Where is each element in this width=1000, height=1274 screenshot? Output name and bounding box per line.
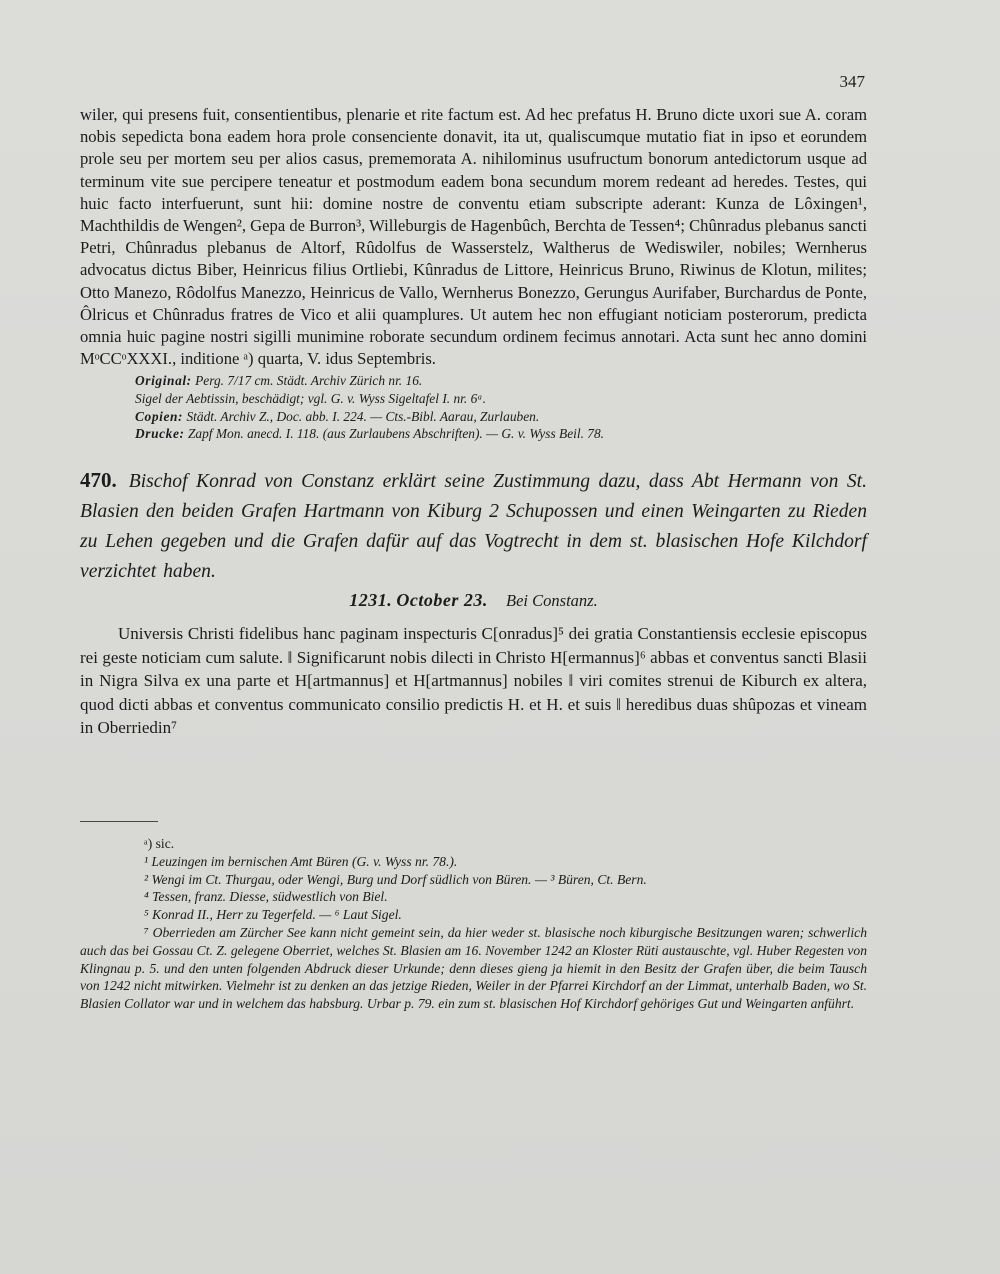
rubric-text: Bischof Konrad von Constanz erklärt seine Zustimmung dazu, dass Abt Hermann von St. Blasien den beiden Grafen Hartmann von Kiburg 2 Schupossen und einen Weingarten zu Rieden zu Lehen gegeben und die Grafen dafür auf das Vogtrecht in dem st. blasischen Hofe Kilchdorf verzichtet haben. [80, 470, 867, 582]
source-note-copies: Copien: Städt. Archiv Z., Doc. abb. I. 224. — Cts.-Bibl. Aarau, Zurlauben. [135, 408, 540, 424]
source-notes [135, 372, 867, 442]
charter-text: Universis Christi fidelibus hanc paginam inspecturis C[onradus]⁵ dei gratia Constantiensis ecclesie episcopus rei geste noticiam cum salute. ‖ Significarunt nobis dilecti in Christo H[ermannus]⁶ abbas et conventus sancti Blasii in Nigra Silva ex una parte et H[artmannus] et H[artmannus] nobiles ‖ viri comites strenui de Kiburch ex altera, quod dicti abbas et conventus communicato consilio predictis H. et H. et suis ‖ heredibus duas shûpozas et vineam in Oberriedin⁷ [80, 624, 867, 738]
footnotes [80, 835, 867, 1013]
page-number: 347 [839, 72, 865, 91]
source-note-original: Original: Perg. 7/17 cm. Städt. Archiv Zürich nr. 16. [135, 373, 423, 389]
footnote-1: ¹ Leuzingen im bernischen Amt Büren (G. v. Wyss nr. 78.). [144, 853, 458, 869]
date-place: Bei Constanz. [506, 590, 598, 610]
footnote-a: ᵃ) sic. [144, 836, 175, 851]
main-column [80, 104, 867, 740]
date-day: October 23. [396, 589, 488, 610]
footnote-5-6: ⁵ Konrad II., Herr zu Tegerfeld. — ⁶ Laut Sigel. [144, 907, 402, 923]
footnote-rule [80, 821, 158, 822]
charter-body [80, 622, 867, 740]
source-note-seal: Sigel der Aebtissin, beschädigt; vgl. G. v. Wyss Sigeltafel I. nr. 6ᵃ. [135, 391, 486, 407]
document-rubric [80, 465, 867, 587]
footnote-2-3: ² Wengi im Ct. Thurgau, oder Wengi, Burg und Dorf südlich von Büren. — ³ Büren, Ct. Bern. [144, 871, 647, 887]
footnote-4: ⁴ Tessen, franz. Diesse, südwestlich von Biel. [144, 889, 388, 905]
document-number: 470. [80, 467, 117, 492]
dateline [80, 589, 867, 612]
charter-text-continued: wiler, qui presens fuit, consentientibus, plenarie et rite factum est. Ad hec prefatus H. Bruno dicte uxori sue A. coram nobis sepedicta bona eadem hora prole consenciente donavit, ita ut, qualiscumque mutatio fiat in ipso et eorundem prole seu per mortem seu per alios casus, prememorata A. nihilominus usufructum bonorum antedictorum usque ad terminum vite sue percipere teneatur et postmodum eadem bona secundum morem redeant ad heredes. Testes, qui huic facto interfuerunt, sunt hii: domine nostre de conventu etiam subscripte aderant: Kunza de Lôxingen¹, Machthildis de Wengen², Gepa de Burron³, Willeburgis de Hagenbûch, Berchta de Tessen⁴; Chûnradus plebanus sancti Petri, Chûnradus plebanus de Altorf, Rûdolfus de Wasserstelz, Waltherus de Wediswiler, nobiles; Wernherus advocatus dictus Biber, Heinricus filius Ortliebi, Kûnradus de Littore, Heinricus Bruno, Riwinus de Klotun, milites; Otto Manezo, Rôdolfus Manezzo, Heinricus de Vallo, Wernherus Bonezzo, Gerungus Aurifaber, Burchardus de Ponte, Ôlricus et Chûnradus fratres de Vico et alii quamplures. Ut autem hec non effugiant noticiam posterorum, predicta omnia huic pagine nostri sigilli munimine roborate secundum ordinem fecimus annotari. Acta sunt hec anno domini MᵒCCᵒXXXI., inditione ᵃ) quarta, V. idus Septembris. [80, 105, 867, 369]
date-year: 1231. [349, 589, 393, 610]
footnote-7: ⁷ Oberrieden am Zürcher See kann nicht gemeint sein, da hier weder st. blasische noch kiburgische Besitzungen waren; schwerlich auch das bei Gossau Ct. Z. gelegene Oberriet, welches St. Blasien am 16. November 1242 an Kloster Rüti austauschte, vgl. Huber Regesten von Klingnau p. 5. und den unten folgenden Abdruck dieser Urkunde; denn dieses gieng ja hiemit in den Besitz der Grafen über, die beim Tausch von 1242 nicht mitwirken. Vielmehr ist zu denken an das jetzige Rieden, Weiler in der Pfarrei Kirchdorf an der Limmat, unterhalb Baden, wo St. Blasien Collator war und in welchem das habsburg. Urbar p. 79. ein zum st. blasischen Hof Kirchdorf gehöriges Gut und Weingarten anführt. [80, 924, 867, 1012]
source-note-prints: Drucke: Zapf Mon. anecd. I. 118. (aus Zurlaubens Abschriften). — G. v. Wyss Beil. 78. [135, 426, 605, 442]
